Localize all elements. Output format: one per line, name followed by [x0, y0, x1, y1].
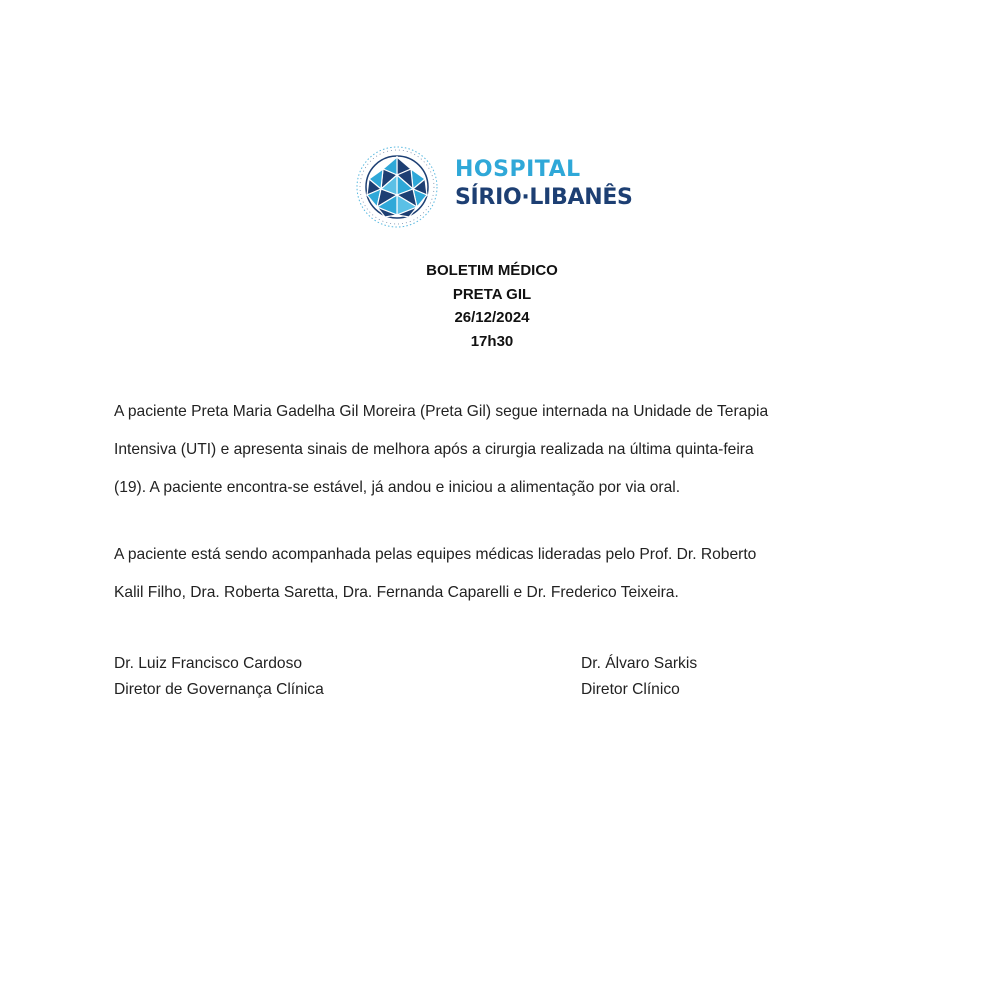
patient-name: PRETA GIL	[452, 285, 532, 303]
hospital-wordmark	[455, 159, 633, 209]
hospital-logo	[355, 145, 655, 225]
paragraph-line: Kalil Filho, Dra. Roberta Saretta, Dra. Fernanda Caparelli e Dr. Frederico Teixeira.	[114, 584, 679, 601]
paragraph-line: A paciente está sendo acompanhada pelas equipes médicas lideradas pelo Prof. Dr. Roberto	[114, 546, 757, 563]
bulletin-date: 26/12/2024	[454, 309, 530, 326]
paragraph-line: (19). A paciente encontra-se estável, já andou e iniciou a alimentação por via oral.	[114, 479, 681, 496]
paragraph-line: Intensiva (UTI) e apresenta sinais de melhora após a cirurgia realizada na última quinta-feira	[114, 441, 754, 458]
bulletin-title: BOLETIM MÉDICO	[426, 262, 558, 279]
paragraph-line: A paciente Preta Maria Gadelha Gil Moreira (Preta Gil) segue internada na Unidade de Terapia	[114, 403, 769, 420]
signatory-name: Dr. Álvaro Sarkis	[581, 655, 698, 672]
hospital-emblem-icon	[355, 145, 439, 229]
paragraph-medical-team	[114, 536, 874, 612]
logo-line-hospital: HOSPITAL	[455, 157, 581, 182]
logo-line-sirio-libanes: SÍRIO·LIBANÊS	[455, 185, 633, 210]
bulletin-heading	[0, 259, 984, 353]
signature-block-left	[114, 651, 324, 703]
signature-block-right	[581, 651, 697, 703]
signatory-role: Diretor Clínico	[581, 681, 680, 698]
signatory-name: Dr. Luiz Francisco Cardoso	[114, 655, 303, 672]
signatory-role: Diretor de Governança Clínica	[114, 681, 324, 698]
bulletin-time: 17h30	[470, 332, 514, 350]
paragraph-status	[114, 393, 874, 507]
